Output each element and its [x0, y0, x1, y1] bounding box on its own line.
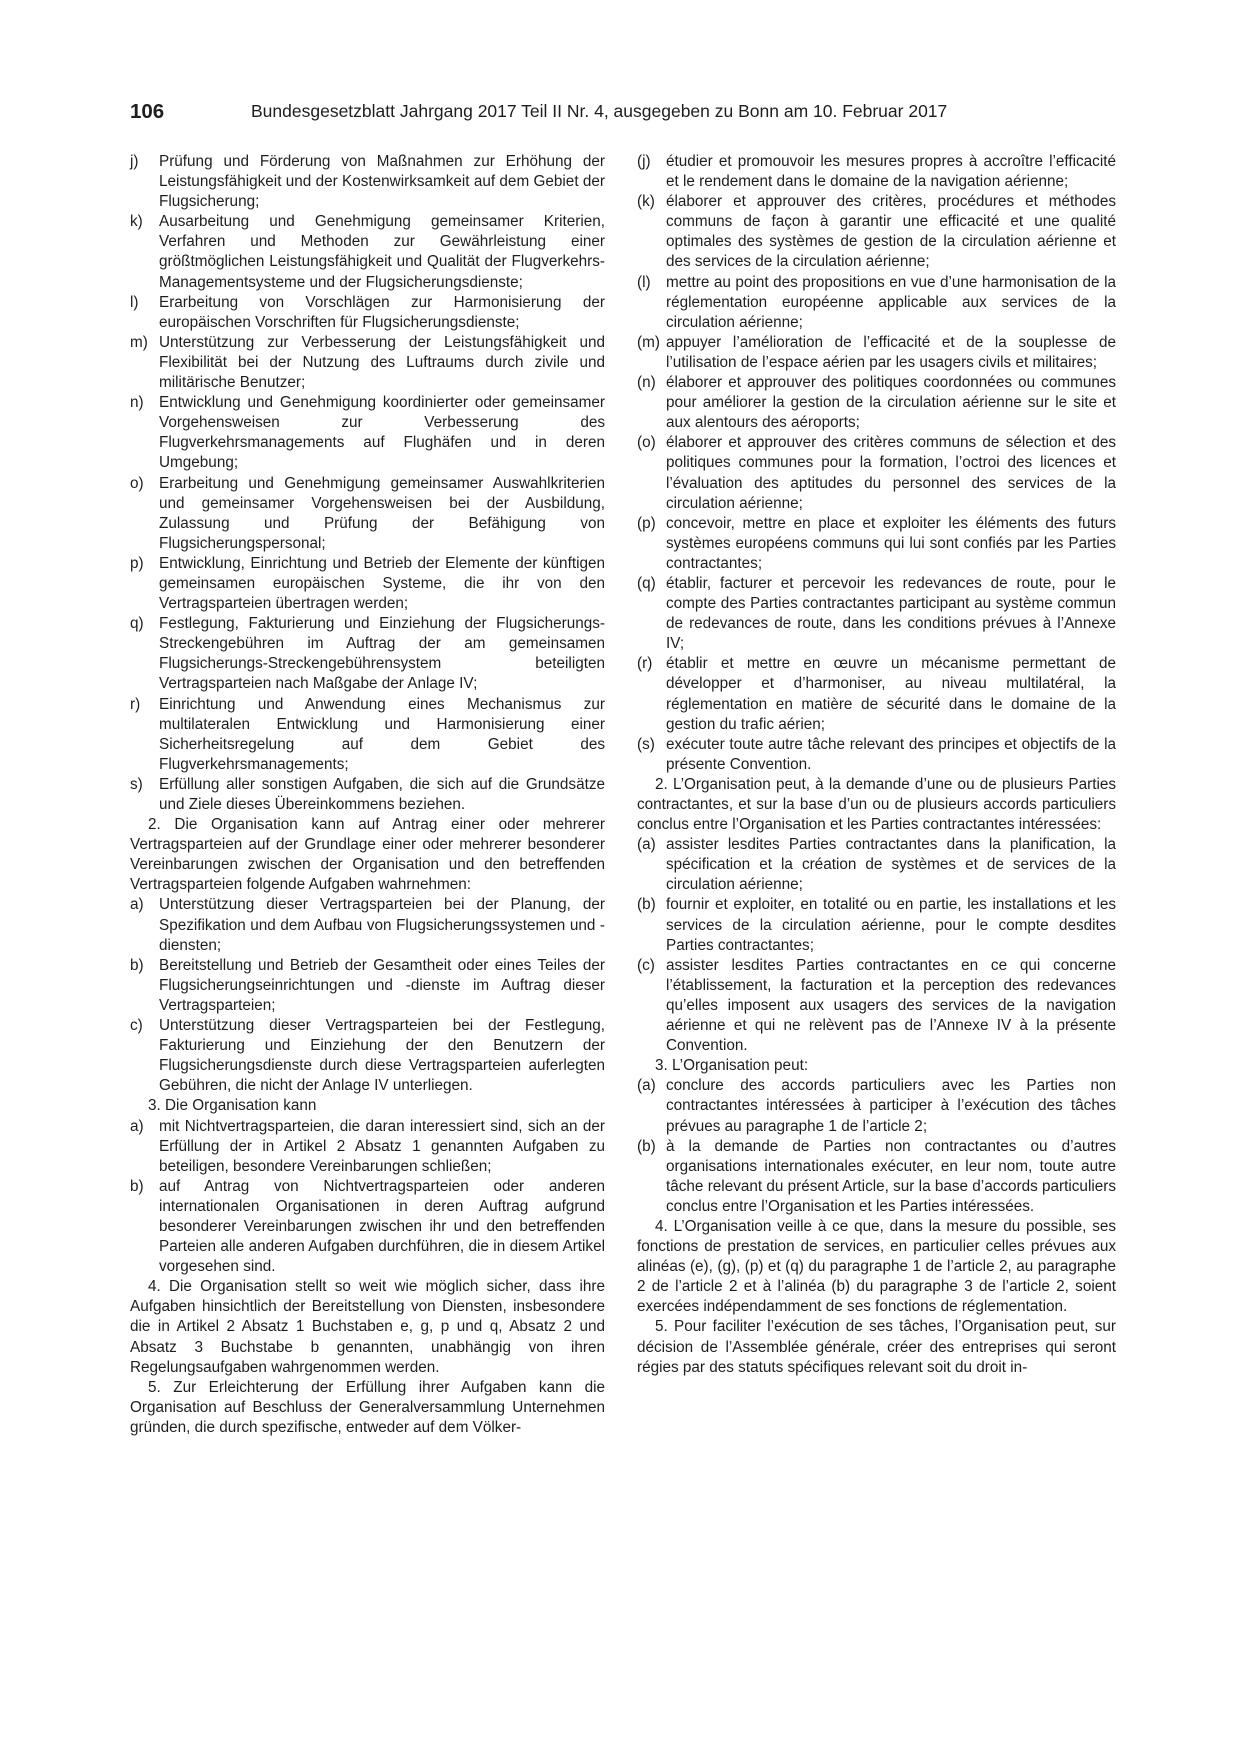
item-marker: (a) [637, 836, 656, 854]
item-text: auf Antrag von Nichtvertragsparteien oder anderen internationalen Organisationen in deren Auftrag aufgrund besonderer Vereinbarungen zwischen ihr und den betreffenden Parteien alle anderen Aufgaben durchführen, die in diesem Artikel vorgesehen sind. [159, 1177, 605, 1276]
item-text: appuyer l’amélioration de l’efficacité et de la souplesse de l’utilisation de l’espace aérien par les usagers civils et militaires; [666, 333, 1116, 371]
page-header [130, 100, 1116, 124]
item-text: Erarbeitung und Genehmigung gemeinsamer Auswahlkriterien und gemeinsamer Vorgehensweisen bei der Ausbildung, Zulassung und Prüfung der Befähigung von Flugsicherungspersonal; [159, 474, 605, 552]
item-marker: j) [130, 153, 139, 170]
item-marker: m) [130, 333, 148, 351]
item-marker: n) [130, 394, 144, 412]
list-item [130, 152, 605, 212]
item-text: élaborer et approuver des politiques coordonnées ou communes pour améliorer la gestion de la circulation aérienne sur le site et aux alentours des aéroports; [666, 374, 1116, 432]
item-list [130, 1117, 605, 1278]
item-marker: a) [130, 896, 144, 914]
list-item [637, 192, 1116, 272]
item-text: élaborer et approuver des critères, procédures et méthodes communs de façon à garantir une efficacité et une qualité optimales des systèmes de gestion de la circulation aérienne et des services de la circulation aérienne; [666, 193, 1116, 271]
list-item [637, 333, 1116, 373]
list-item [637, 1137, 1116, 1217]
item-marker: (a) [637, 1077, 656, 1095]
item-marker: (q) [637, 574, 656, 592]
item-text: à la demande de Parties non contractantes ou d’autres organisations internationales exécuter, en leur nom, toute autre tâche relevant du présent Article, sur la base d’accords particuliers conclus entre l’Organisation et les Parties intéressées. [666, 1137, 1116, 1215]
item-marker: (b) [637, 896, 656, 914]
paragraph-5: 5. Zur Erleichterung der Erfüllung ihrer Aufgaben kann die Organisation auf Beschluss der Generalversammlung Unternehmen gründen, die durch spezifische, entweder auf dem Völker- [130, 1378, 605, 1436]
item-text: étudier et promouvoir les mesures propres à accroître l’efficacité et le rendement dans le domaine de la navigation aérienne; [666, 153, 1116, 191]
item-marker: (b) [637, 1137, 656, 1155]
list-item [130, 293, 605, 333]
paragraph-4: 4. Die Organisation stellt so weit wie möglich sicher, dass ihre Aufgaben hinsichtlich der Bereitstellung von Diensten, insbesondere die in Artikel 2 Absatz 1 Buchstaben e, g, p und q, Absatz 2 und Absatz 3 Buchstabe b genannten, unabhängig von ihren Regelungsaufgaben wahrgenommen werden. [130, 1278, 605, 1376]
list-item [130, 956, 605, 1016]
list-item [130, 554, 605, 614]
list-item [637, 956, 1116, 1056]
item-text: élaborer et approuver des critères communs de sélection et des politiques communes pour la formation, l’octroi des licences et l’évaluation des aptitudes du personnel des services de la circulation aérienne; [666, 434, 1116, 512]
item-marker: (j) [637, 153, 651, 170]
item-list [637, 835, 1116, 1056]
item-marker: r) [130, 695, 141, 713]
item-text: Entwicklung, Einrichtung und Betrieb der Elemente der künftigen gemeinsamen europäischen Systeme, die ihr von den Vertragsparteien übertragen werden; [159, 554, 605, 613]
item-marker: (m) [637, 333, 660, 351]
item-marker: p) [130, 554, 144, 572]
list-item [130, 474, 605, 554]
list-item [130, 1117, 605, 1177]
item-text: mit Nichtvertragsparteien, die daran interessiert sind, sich an der Erfüllung der in Artikel 2 Absatz 1 genannten Aufgaben zu beteiligen, besondere Vereinbarungen schließen; [159, 1117, 605, 1175]
item-text: établir, facturer et percevoir les redevances de route, pour le compte des Parties contractantes participant au système commun de redevances de route, dans les conditions prévues à l’Annexe IV; [666, 574, 1116, 653]
list-item [130, 775, 605, 815]
list-item [637, 273, 1116, 333]
item-marker: (o) [637, 434, 656, 452]
item-marker: (k) [637, 193, 655, 211]
list-item [130, 1177, 605, 1277]
item-text: Ausarbeitung und Genehmigung gemeinsamer Kriterien, Verfahren und Methoden zur Gewährleistung einer größtmöglichen Leistungsfähigkeit und Qualität der Flugverkehrs-Managementsysteme und der Flugsicherungsdienste; [159, 213, 605, 291]
page-number: 106 [130, 100, 165, 123]
paragraph-5: 5. Pour faciliter l’exécution de ses tâches, l’Organisation peut, sur décision de l’Assemblée générale, créer des entreprises qui seront régies par des statuts spécifiques relevant soit du droit in- [637, 1318, 1116, 1376]
item-text: Unterstützung dieser Vertragsparteien bei der Festlegung, Fakturierung und Einziehung der den Benutzern der Flugsicherungsdienste durch diese Vertragsparteien auferlegten Gebühren, die nicht der Anlage IV unterliegen. [159, 1017, 605, 1095]
list-item [637, 433, 1116, 513]
item-marker: k) [130, 213, 143, 231]
item-text: conclure des accords particuliers avec les Parties non contractantes intéressées à participer à l’exécution des tâches prévues au paragraphe 1 de l’article 2; [666, 1077, 1116, 1135]
item-marker: (n) [637, 374, 656, 392]
item-list [130, 895, 605, 1096]
item-marker: q) [130, 615, 144, 633]
item-text: Bereitstellung und Betrieb der Gesamtheit oder eines Teiles der Flugsicherungseinrichtungen und -dienste im Auftrag dieser Vertragsparteien; [159, 956, 605, 1014]
item-marker: o) [130, 474, 144, 492]
list-item [637, 152, 1116, 192]
french-column [637, 152, 1116, 1378]
item-text: Entwicklung und Genehmigung koordinierter oder gemeinsamer Vorgehensweisen zur Verbesserung des Flugverkehrsmanagements auf Flughäfen und in deren Umgebung; [159, 394, 605, 472]
item-list [637, 152, 1116, 775]
item-text: assister lesdites Parties contractantes en ce qui concerne l’établissement, la facturation et la perception des redevances qu’elles imposent aux usagers des services de la navigation aérienne et qui ne relèvent pas de l’Annexe IV à la présente Convention. [666, 956, 1116, 1055]
list-item [130, 333, 605, 393]
item-marker: b) [130, 956, 144, 974]
item-marker: b) [130, 1177, 144, 1195]
item-text: Erarbeitung von Vorschlägen zur Harmonisierung der europäischen Vorschriften für Flugsicherungsdienste; [159, 293, 605, 331]
gazette-title: Bundesgesetzblatt Jahrgang 2017 Teil II Nr. 4, ausgegeben zu Bonn am 10. Februar 2017 [251, 101, 948, 121]
item-text: Unterstützung dieser Vertragsparteien bei der Planung, der Spezifikation und dem Aufbau von Flugsicherungssystemen und -diensten; [159, 896, 605, 954]
list-item [637, 574, 1116, 654]
list-item [130, 614, 605, 694]
paragraph-3: 3. Die Organisation kann [148, 1097, 317, 1115]
paragraph-2: 2. Die Organisation kann auf Antrag einer oder mehrerer Vertragsparteien auf der Grundlage einer oder mehrerer besonderer Vereinbarungen zwischen der Organisation und den betreffenden Vertragsparteien folgende Aufgaben wahrnehmen: [130, 816, 605, 894]
list-item [130, 393, 605, 473]
list-item [130, 1016, 605, 1096]
item-list [130, 152, 605, 815]
paragraph-2: 2. L’Organisation peut, à la demande d’une ou de plusieurs Parties contractantes, et sur la base d’un ou de plusieurs accords particuliers conclus entre l’Organisation et les Parties contractantes intéressées: [637, 775, 1116, 834]
item-list [637, 1076, 1116, 1217]
paragraph-3: 3. L’Organisation peut: [655, 1057, 809, 1075]
item-marker: (p) [637, 514, 656, 532]
item-text: Unterstützung zur Verbesserung der Leistungsfähigkeit und Flexibilität bei der Nutzung des Luftraums durch zivile und militärische Benutzer; [159, 333, 605, 392]
list-item [637, 735, 1116, 775]
list-item [637, 654, 1116, 734]
item-text: assister lesdites Parties contractantes dans la planification, la spécification et la création de systèmes et de services de la circulation aérienne; [666, 836, 1116, 894]
item-marker: c) [130, 1017, 143, 1035]
list-item [637, 514, 1116, 574]
item-text: Erfüllung aller sonstigen Aufgaben, die sich auf die Grundsätze und Ziele dieses Übereinkommens beziehen. [159, 775, 605, 813]
item-text: exécuter toute autre tâche relevant des principes et objectifs de la présente Convention. [666, 735, 1116, 773]
item-marker: (c) [637, 956, 655, 974]
list-item [130, 895, 605, 955]
item-text: mettre au point des propositions en vue d’une harmonisation de la réglementation européenne applicable aux services de la circulation aérienne; [666, 273, 1116, 331]
item-text: Prüfung und Förderung von Maßnahmen zur Erhöhung der Leistungsfähigkeit und der Kostenwirksamkeit auf dem Gebiet der Flugsicherung; [159, 153, 605, 211]
list-item [637, 373, 1116, 433]
item-marker: s) [130, 775, 143, 793]
item-text: établir et mettre en œuvre un mécanisme permettant de développer et d’harmoniser, au niveau multilatéral, la réglementation en matière de sécurité dans le domaine de la gestion du trafic aérien; [666, 655, 1116, 733]
item-marker: (l) [637, 273, 651, 291]
item-marker: (r) [637, 655, 653, 673]
list-item [130, 212, 605, 292]
item-marker: l) [130, 293, 139, 311]
item-text: Festlegung, Fakturierung und Einziehung der Flugsicherungs-Streckengebühren im Auftrag der am gemeinsamen Flugsicherungs-Streckengebührensystem beteiligten Vertragsparteien nach Maßgabe der Anlage IV; [159, 615, 605, 693]
item-text: concevoir, mettre en place et exploiter les éléments des futurs systèmes européens communs qui lui sont confiés par les Parties contractantes; [666, 514, 1116, 572]
item-text: Einrichtung und Anwendung eines Mechanismus zur multilateralen Entwicklung und Harmonisierung einer Sicherheitsregelung auf dem Gebiet des Flugverkehrsmanagements; [159, 695, 605, 773]
list-item [637, 895, 1116, 955]
item-marker: a) [130, 1117, 144, 1135]
item-text: fournir et exploiter, en totalité ou en partie, les installations et les services de la circulation aérienne, pour le compte desdites Parties contractantes; [666, 896, 1116, 954]
list-item [637, 835, 1116, 895]
paragraph-4: 4. L’Organisation veille à ce que, dans la mesure du possible, ses fonctions de prestation de services, en particulier celles prévues aux alinéas (e), (g), (p) et (q) du paragraphe 1 de l’article 2, au paragraphe 2 de l’article 2 et à l’alinéa (b) du paragraphe 3 de l’article 2, soient exercées indépendamment de ses fonctions de réglementation. [637, 1217, 1116, 1316]
item-marker: (s) [637, 735, 655, 753]
list-item [130, 695, 605, 775]
list-item [637, 1076, 1116, 1136]
german-column [130, 152, 605, 1438]
